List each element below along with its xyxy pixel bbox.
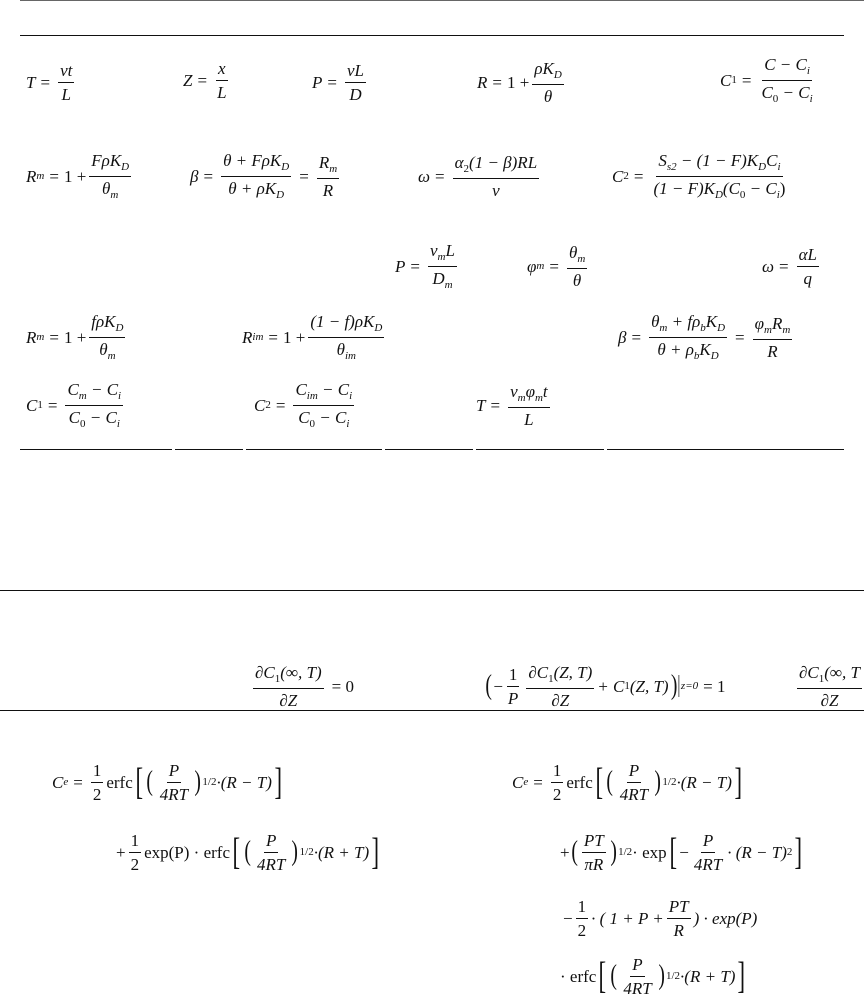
boundary-condition-inlet: ( − $\frac{1}{P}$ $\frac{\partial C_1(Z, T)}{\partial Z}$ + C 1 (Z, T) ) z=0 = 1 [485,662,726,710]
table1-bottom-rule-seg2 [175,449,243,450]
eq-C2-mim-definition: C 2 = $\frac{C_{im} - C_i}{C_0 - C_i}$ [254,379,353,430]
eq-omega-mim-definition: ω = $\frac{\alpha L}{q}$ [762,244,817,288]
eq-Z-definition: Z = $\frac{x}{L}$ [183,58,227,102]
solution-right-line4: · erfc [ ( $\frac{P}{4RT}$ ) 1/2 ·(R + T) ] [560,954,746,998]
eq-Rm-definition-row4: R m = 1 + $\frac{f\rho K_D}{\theta_m}$ [26,311,124,362]
eq-beta-mim-definition: β = $\frac{\theta_m + f\rho_bK_D}{\theta + \rho_bK_D}$ = $\frac{\varphi_mR_m}{R}$ [618,311,791,362]
eq-C1-mim-definition: C 1 = $\frac{C_m - C_i}{C_0 - C_i}$ [26,379,122,430]
eq-Rim-definition: R im = 1 + $\frac{(1 - f)\rho K_D}{\theta_{im}}$ [242,311,383,362]
table1-bottom-rule-seg4 [385,449,473,450]
eq-P-definition: P = $\frac{vL}{D}$ [312,60,364,104]
solution-right-line1: C e = $\frac{1}{2}$ erfc [ ( $\frac{P}{4RT}$ ) 1/2 ·(R − T) ] [512,760,742,804]
solution-right-line2: + ( $\frac{PT}{\pi R}$ ) 1/2 · exp [ − $\frac{P}{4RT}$ · (R − T) 2 ] [560,830,803,874]
eq-C1-definition: C 1 = $\frac{C - C_i}{C_0 - C_i}$ [720,54,813,105]
eq-R-definition: R = 1 + $\frac{\rho K_D}{\theta}$ [477,58,562,106]
table2-header-rule [0,710,864,711]
table1-bottom-rule-seg1 [20,449,172,450]
table1-bottom-rule-seg6 [607,449,844,450]
eq-Rm-definition-row2: R m = 1 + $\frac{F\rho K_D}{\theta_m}$ [26,150,130,201]
table1-top-rule [20,0,864,1]
eq-C2-definition-row2: C 2 = $\frac{S_{s2} - (1 - F)K_DC_i}{(1 - F)K_D(C_0 - C_i)}$ [612,150,786,201]
eq-T-mim-definition: T = $\frac{v_m\varphi_mt}{L}$ [476,381,548,429]
boundary-condition-infinity-2: $\frac{\partial C_1(\infty, T}{\partial Z}$ [799,662,860,710]
table1-header-rule [20,35,844,36]
eq-omega-definition-row2: ω = $\frac{\alpha_2(1 - \beta)RL}{v}$ [418,152,538,200]
solution-left-line1: C e = $\frac{1}{2}$ erfc [ ( $\frac{P}{4RT}$ ) 1/2 ·(R − T) ] [52,760,282,804]
table1-bottom-rule-seg3 [246,449,382,450]
eq-phi-m-definition: φ m = $\frac{\theta_m}{\theta}$ [527,242,586,290]
table2-top-rule [0,590,864,591]
eq-P-mim-definition: P = $\frac{v_mL}{D_m}$ [395,240,455,291]
table1-bottom-rule-seg5 [476,449,604,450]
solution-right-line3: − $\frac{1}{2}$ · ( 1 + P + $\frac{PT}{R}$ ) · exp(P) [563,896,758,940]
eq-T-definition: T = $\frac{vt}{L}$ [26,60,73,104]
solution-left-line2: + $\frac{1}{2}$ exp(P) · erfc [ ( $\frac{P}{4RT}$ ) 1/2 ·(R + T) ] [116,830,380,874]
eq-beta-definition-row2: β = $\frac{\theta + F\rho K_D}{\theta + \rho K_D}$ = $\frac{R_m}{R}$ [190,150,338,201]
boundary-condition-infinity: $\frac{\partial C_1(\infty, T)}{\partial Z}$ = 0 [255,662,354,710]
